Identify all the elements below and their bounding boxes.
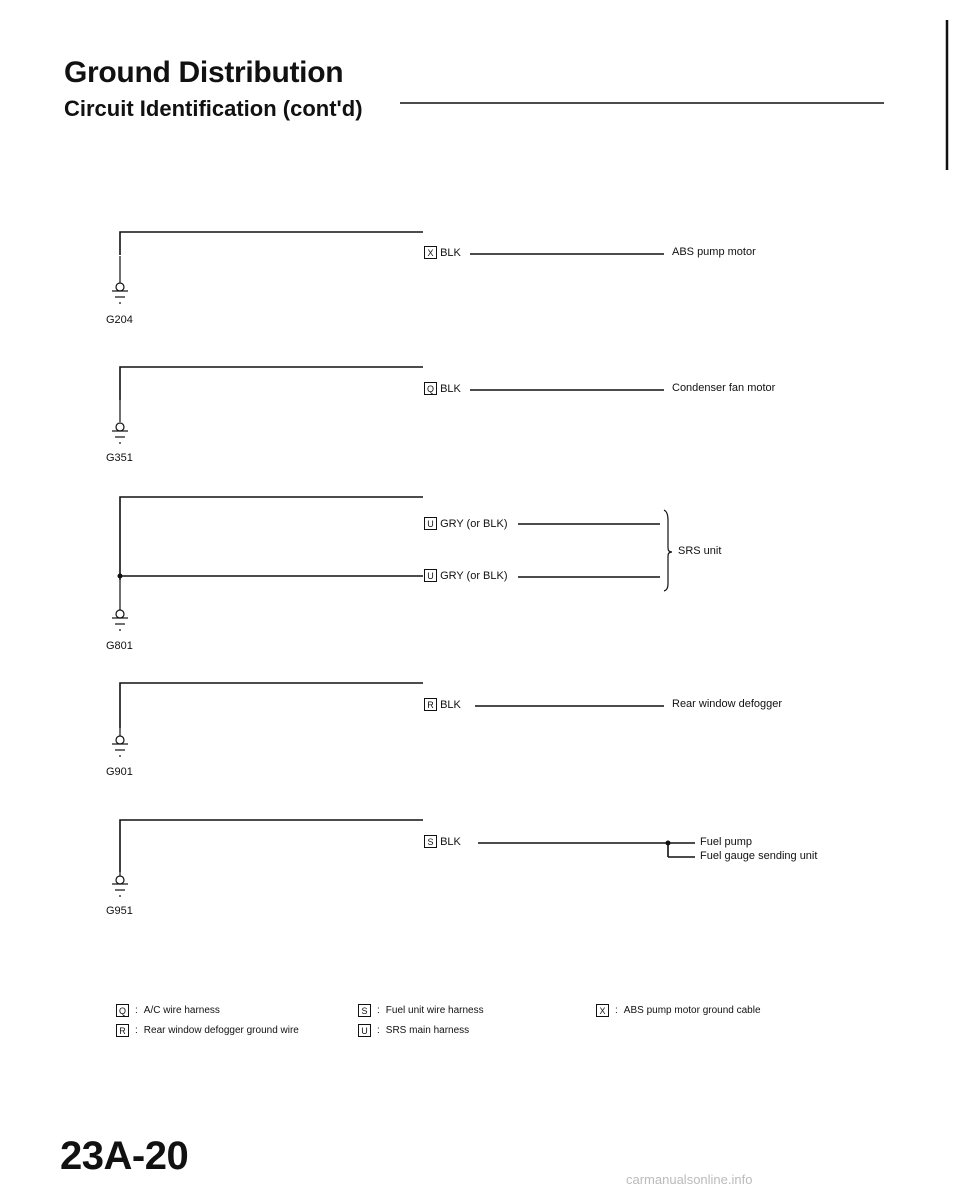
ground-symbol-icon bbox=[112, 580, 128, 630]
component-label: Rear window defogger bbox=[672, 698, 783, 710]
component-label: SRS unit bbox=[678, 545, 722, 557]
harness-code: U bbox=[358, 1024, 371, 1037]
wire-color: BLK bbox=[440, 836, 461, 848]
ground-label: G901 bbox=[106, 766, 133, 778]
component-label: ABS pump motor bbox=[672, 246, 756, 258]
harness-code: U bbox=[424, 517, 437, 530]
ground-label: G801 bbox=[106, 640, 133, 652]
ground-symbol-icon bbox=[112, 728, 128, 756]
ground-symbol-icon bbox=[112, 256, 128, 303]
wire-color: GRY (or BLK) bbox=[440, 518, 508, 530]
component-label: Fuel pump bbox=[700, 836, 752, 848]
harness-code: R bbox=[424, 698, 437, 711]
component-label: Condenser fan motor bbox=[672, 382, 776, 394]
ground-label: G204 bbox=[106, 314, 133, 326]
legend-text: Rear window defogger ground wire bbox=[143, 1025, 299, 1036]
wire-label bbox=[424, 517, 508, 530]
legend-item: X : ABS pump motor ground cable bbox=[596, 1004, 761, 1017]
wire-label bbox=[424, 698, 461, 711]
page-subtitle: Circuit Identification (cont'd) bbox=[64, 96, 363, 121]
legend-item: R : Rear window defogger ground wire bbox=[116, 1024, 299, 1037]
harness-code: Q bbox=[116, 1004, 129, 1017]
legend-item: S : Fuel unit wire harness bbox=[358, 1004, 484, 1017]
wire-label bbox=[424, 246, 461, 259]
ground-symbol-icon bbox=[112, 400, 128, 443]
harness-code: Q bbox=[424, 382, 437, 395]
component-label: Fuel gauge sending unit bbox=[700, 850, 818, 862]
legend-text: A/C wire harness bbox=[143, 1005, 220, 1016]
harness-code: R bbox=[116, 1024, 129, 1037]
circuit-g801 bbox=[112, 497, 672, 630]
circuit-g351 bbox=[112, 367, 664, 443]
page-title: Ground Distribution bbox=[64, 56, 344, 89]
wire-color: BLK bbox=[440, 383, 461, 395]
wire-color: BLK bbox=[440, 247, 461, 259]
wire-color: GRY (or BLK) bbox=[440, 570, 508, 582]
wire-color: BLK bbox=[440, 699, 461, 711]
ground-label: G951 bbox=[106, 905, 133, 917]
circuit-g204 bbox=[112, 232, 664, 303]
ground-label: G351 bbox=[106, 452, 133, 464]
legend-item: Q : A/C wire harness bbox=[116, 1004, 220, 1017]
harness-code: U bbox=[424, 569, 437, 582]
page-number: 23A-20 bbox=[60, 1134, 189, 1178]
harness-code: X bbox=[424, 246, 437, 259]
footer-watermark: carmanualsonline.info bbox=[626, 1172, 753, 1187]
wire-label bbox=[424, 835, 461, 848]
circuit-g901 bbox=[112, 683, 664, 756]
harness-code: S bbox=[424, 835, 437, 848]
harness-code: S bbox=[358, 1004, 371, 1017]
legend-text: SRS main harness bbox=[385, 1025, 470, 1036]
legend-text: ABS pump motor ground cable bbox=[623, 1005, 761, 1016]
circuit-g951 bbox=[112, 820, 695, 896]
wire-label bbox=[424, 569, 508, 582]
legend-text: Fuel unit wire harness bbox=[385, 1005, 484, 1016]
harness-code: X bbox=[596, 1004, 609, 1017]
wire-label bbox=[424, 382, 461, 395]
legend-item: U : SRS main harness bbox=[358, 1024, 469, 1037]
ground-symbol-icon bbox=[112, 872, 128, 896]
